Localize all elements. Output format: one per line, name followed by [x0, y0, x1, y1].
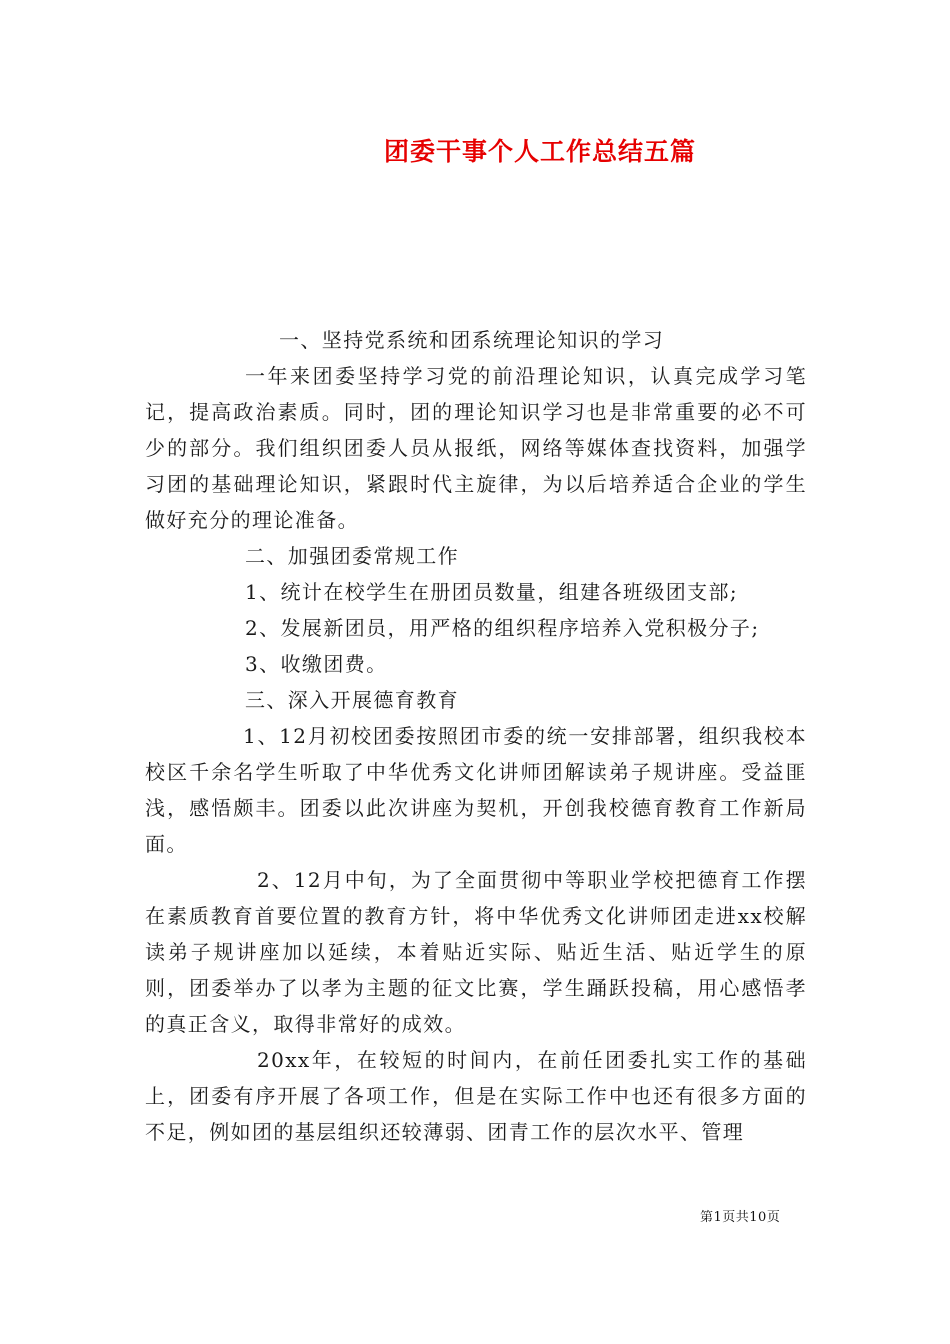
list-item-1: 1、统计在校学生在册团员数量，组建各班级团支部; [245, 580, 739, 604]
body-paragraph-1: 一年来团委坚持学习党的前沿理论知识，认真完成学习笔记，提高政治素质。同时，团的理论知识学习也是非常重要的必不可少的部分。我们组织团委人员从报纸，网络等媒体查找资料，加强学习团的基础理论知识，紧跟时代主旋律，为以后培养适合企业的学生做好充分的理论准备。 [145, 364, 807, 532]
section-heading-1: 一、坚持党系统和团系统理论知识的学习 [279, 328, 665, 352]
section-heading-3: 三、深入开展德育教育 [245, 688, 459, 712]
document-body [145, 322, 807, 1150]
list-item-2: 2、发展新团员，用严格的组织程序培养入党积极分子; [245, 616, 760, 640]
list-item-3: 3、收缴团费。 [245, 652, 388, 676]
body-paragraph-2: 1、12月初校团委按照团市委的统一安排部署，组织我校本校区千余名学生听取了中华优秀文化讲师团解读弟子规讲座。受益匪浅，感悟颇丰。团委以此次讲座为契机，开创我校德育教育工作新局面。 [145, 724, 807, 856]
page-number-footer: 第1页共10页 [700, 1210, 781, 1225]
document-title: 团委干事个人工作总结五篇 [383, 137, 696, 166]
section-heading-2: 二、加强团委常规工作 [245, 544, 459, 568]
body-paragraph-4: 20xx年，在较短的时间内，在前任团委扎实工作的基础上，团委有序开展了各项工作，但是在实际工作中也还有很多方面的不足，例如团的基层组织还较薄弱、团青工作的层次水平、管理 [145, 1048, 807, 1144]
body-paragraph-3: 2、12月中旬，为了全面贯彻中等职业学校把德育工作摆在素质教育首要位置的教育方针，将中华优秀文化讲师团走进xx校解读弟子规讲座加以延续，本着贴近实际、贴近生活、贴近学生的原则，团委举办了以孝为主题的征文比赛，学生踊跃投稿，用心感悟孝的真正含义，取得非常好的成效。 [145, 868, 807, 1036]
